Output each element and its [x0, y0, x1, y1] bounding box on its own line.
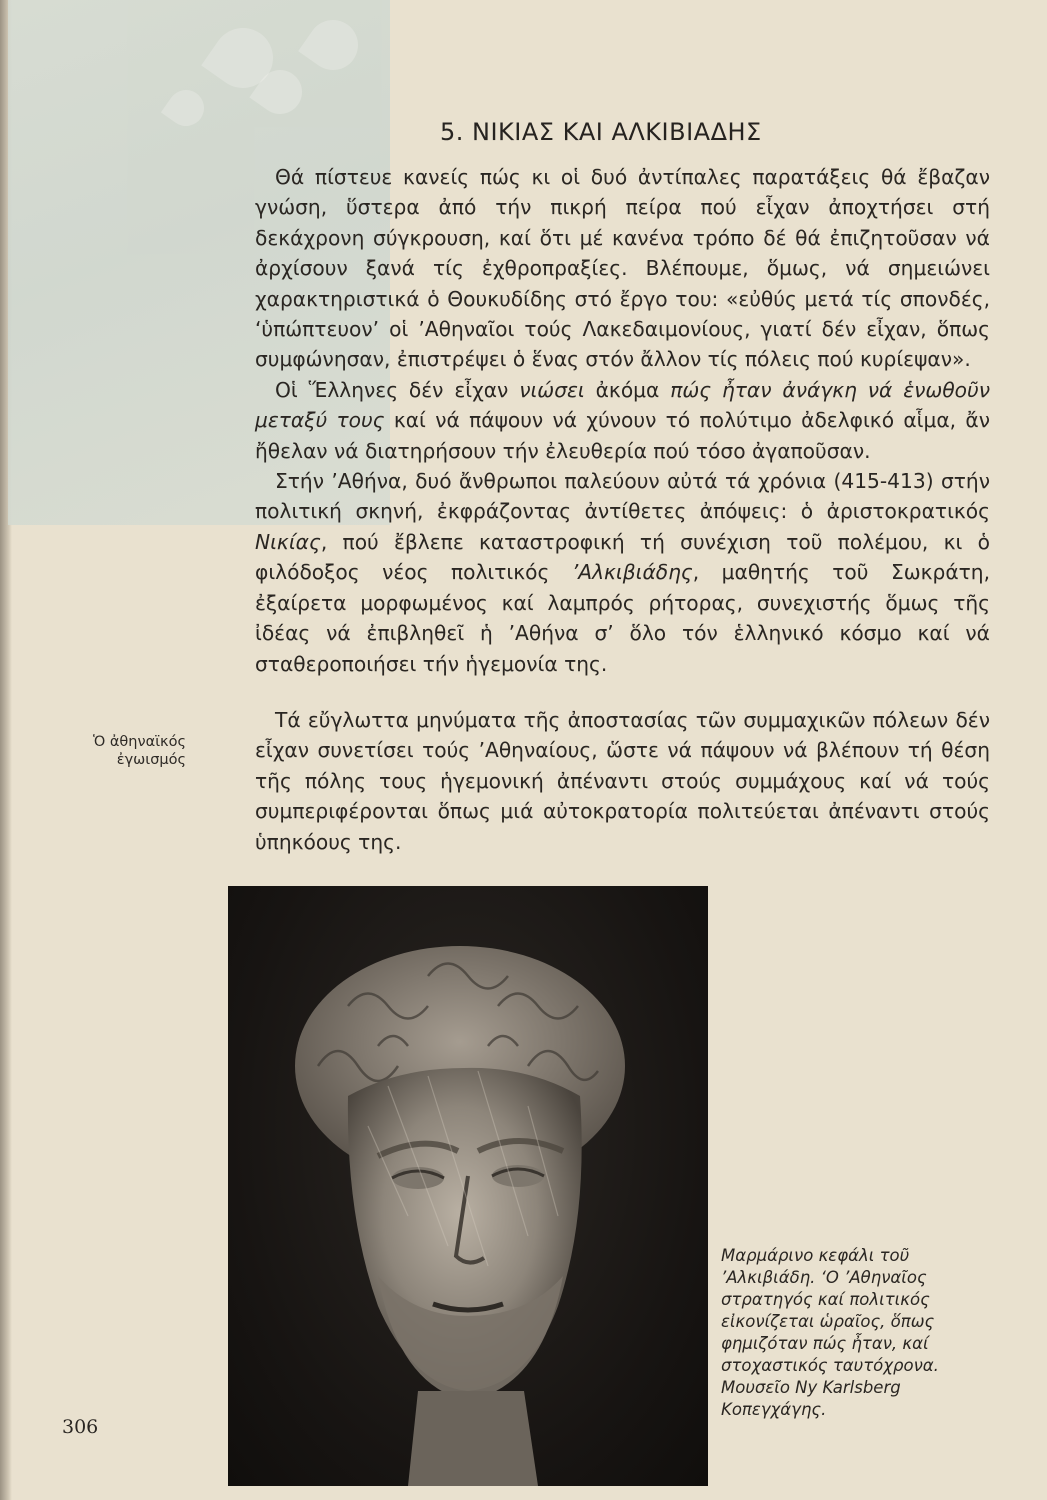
paragraph-nikias-alcibiades: Στήν ’Αθήνα, δυό ἄνθρωποι παλεύουν αὐτά τά χρόνια (415-413) στήν πολιτική σκηνή, ἐκφράζοντας ἀντίθετες ἀπόψεις: ὁ ἀριστοκρατικός Νικίας, πού ἔβλεπε καταστροφική τή συνέχιση τοῦ πολέμου, κι ὁ φιλόδοξος νέος πολιτικός ’Αλκιβιάδης, μαθητής τοῦ Σωκράτη, ἐξαίρετα μορφωμένος καί λαμπρός ρήτορας, συνεχιστής ὅμως τῆς ἰδέας νά ἐπιβληθεῖ ἡ ’Αθήνα σ’ ὅλο τόν ἑλληνικό κόσμο καί νά σταθεροποιήσει τήν ἡγεμονία της.: [255, 469, 990, 676]
name-alcibiades: ’Αλκιβιάδης: [571, 560, 693, 585]
marble-head-illustration: [228, 886, 708, 1486]
paragraph-thucydides: Θά πίστευε κανείς πώς κι οἱ δυό ἀντίπαλες παρατάξεις θά ἔβαζαν γνώση, ὕστερα ἀπό τήν πικρή πείρα πού εἶχαν ἀποχτήσει στή δεκάχρονη σύγκρουση, καί ὅτι μέ κανένα τρόπο δέ θά ἐπιζητοῦσαν νά ἀρχίσουν ξανά τίς ἐχθροπραξίες. Βλέπουμε, ὅμως, νά σημειώνει χαρακτηριστικά ὁ Θουκυδίδης στό ἔργο του: «εὐθύς μετά τίς σπονδές, ‘ὑπώπτευον’ οἱ ’Αθηναῖοι τούς Λακεδαιμονίους, γιατί δέν εἶχαν, ὅπως συμφώνησαν, ἐπιστρέψει ὁ ἕνας στόν ἄλλον τίς πόλεις πού κυρίεψαν».: [255, 165, 990, 372]
alcibiades-marble-head-photo: [228, 886, 708, 1486]
name-nikias: Νικίας: [255, 529, 321, 554]
figure-caption: Μαρμάρινο κεφάλι τοῦ ’Αλκιβιάδη. ‘Ο ’Αθηναῖος στρατηγός καί πολιτικός εἰκονίζεται ὡραῖος, ὅπως φημιζόταν πώς ἦταν, καί στοχαστικός ταυτόχρονα. Μουσεῖο Ny Karlsberg Κοπεγχάγης.: [721, 1246, 939, 1419]
margin-note: Ὁ ἀθηναϊκός ἐγωισμός: [92, 734, 186, 768]
paragraph-greek-unity: Οἱ Ἕλληνες δέν εἶχαν νιώσει ἀκόμα πώς ἦταν ἀνάγκη νά ἑνωθοῦν μεταξύ τους καί νά πάψουν νά χύνουν τό πολύτιμο ἀδελφικό αἷμα, ἄν ἤθελαν νά διατηρήσουν τήν ἐλευθερία πού τόσο ἀγαποῦσαν.: [255, 377, 990, 463]
paragraph-athenian-egoism: Τά εὔγλωττα μηνύματα τῆς ἀποστασίας τῶν συμμαχικῶν πόλεων δέν εἶχαν συνετίσει τούς ’Αθηναίους, ὥστε νά πάψουν νά βλέπουν τή θέση τῆς πόλης τους ἡγεμονική ἀπέναντι στούς συμμάχους καί νά τούς συμπεριφέρονται ὅπως μιά αὐτοκρατορία πολιτεύεται ἀπέναντι στούς ὑπηκόους της.: [255, 707, 990, 854]
main-text: [255, 162, 990, 857]
page-number: 306: [62, 1416, 99, 1438]
section-title: 5. ΝΙΚΙΑΣ ΚΑΙ ΑΛΚΙΒΙΑΔΗΣ: [440, 118, 762, 146]
